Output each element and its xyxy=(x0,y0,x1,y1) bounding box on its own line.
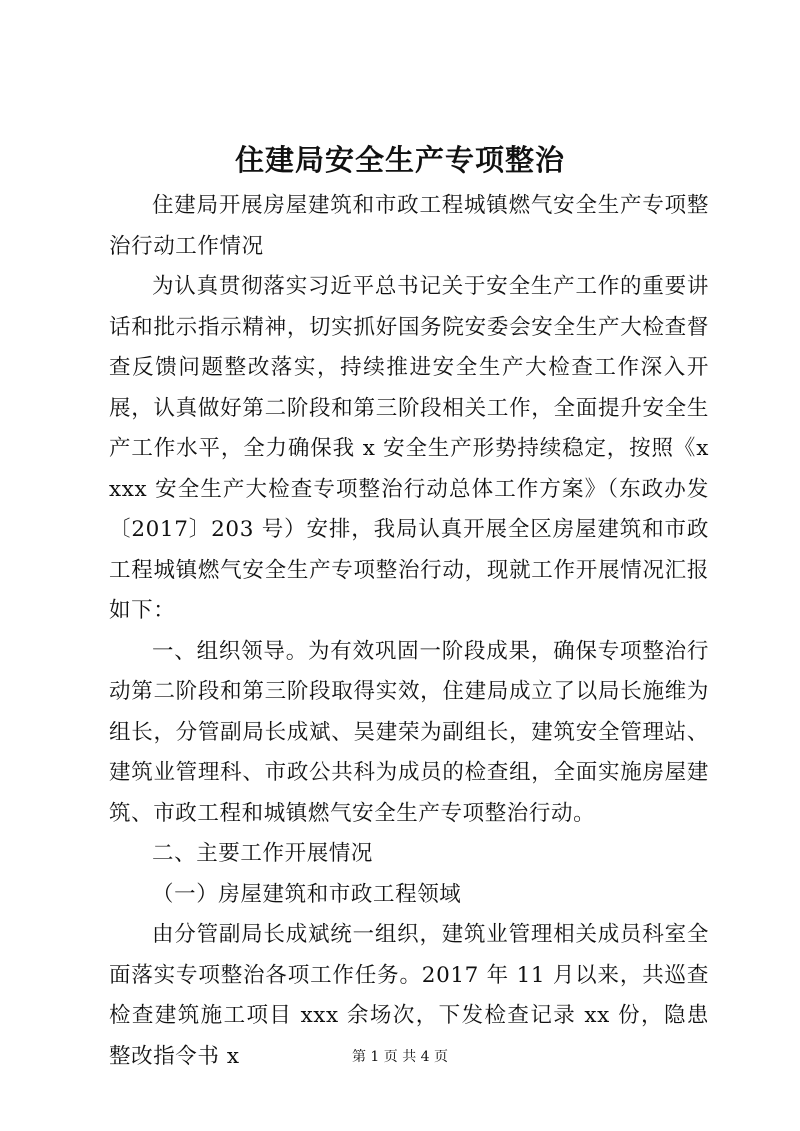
paragraph-work-details: 由分管副局长成斌统一组织，建筑业管理相关成员科室全面落实专项整治各项工作任务。2017 年 11 月以来，共巡查检查建筑施工项目 xxx 余场次，下发检查记录 xx 份，隐患整改指令书 x xyxy=(109,922,709,1069)
paragraph-subsection-heading: （一）房屋建筑和市政工程领域 xyxy=(152,881,462,907)
page-footer: 第 1 页 共 4 页 xyxy=(351,1049,449,1065)
document-title: 住建局安全生产专项整治 xyxy=(234,143,565,177)
paragraph-organization: 一、组织领导。为有效巩固一阶段成果，确保专项整治行动第二阶段和第三阶段取得实效，住建局成立了以局长施维为组长，分管副局长成斌、吴建荣为副组长，建筑安全管理站、建筑业管理科、市政公共科为成员的检查组，全面实施房屋建筑、市政工程和城镇燃气安全生产专项整治行动。 xyxy=(109,638,709,826)
paragraph-subtitle: 住建局开展房屋建筑和市政工程城镇燃气安全生产专项整治行动工作情况 xyxy=(109,193,709,259)
paragraph-intro: 为认真贯彻落实习近平总书记关于安全生产工作的重要讲话和批示指示精神，切实抓好国务院安委会安全生产大检查督查反馈问题整改落实，持续推进安全生产大检查工作深入开展，认真做好第二阶段和第三阶段相关工作，全面提升安全生产工作水平，全力确保我 x 安全生产形势持续稳定，按照《xxxx 安全生产大检查专项整治行动总体工作方案》（东政办发〔2017〕203 号）安排，我局认真开展全区房屋建筑和市政工程城镇燃气安全生产专项整治行动，现就工作开展情况汇报如下： xyxy=(109,274,709,623)
paragraph-section-heading: 二、主要工作开展情况 xyxy=(152,841,374,866)
document-body xyxy=(109,186,709,1077)
